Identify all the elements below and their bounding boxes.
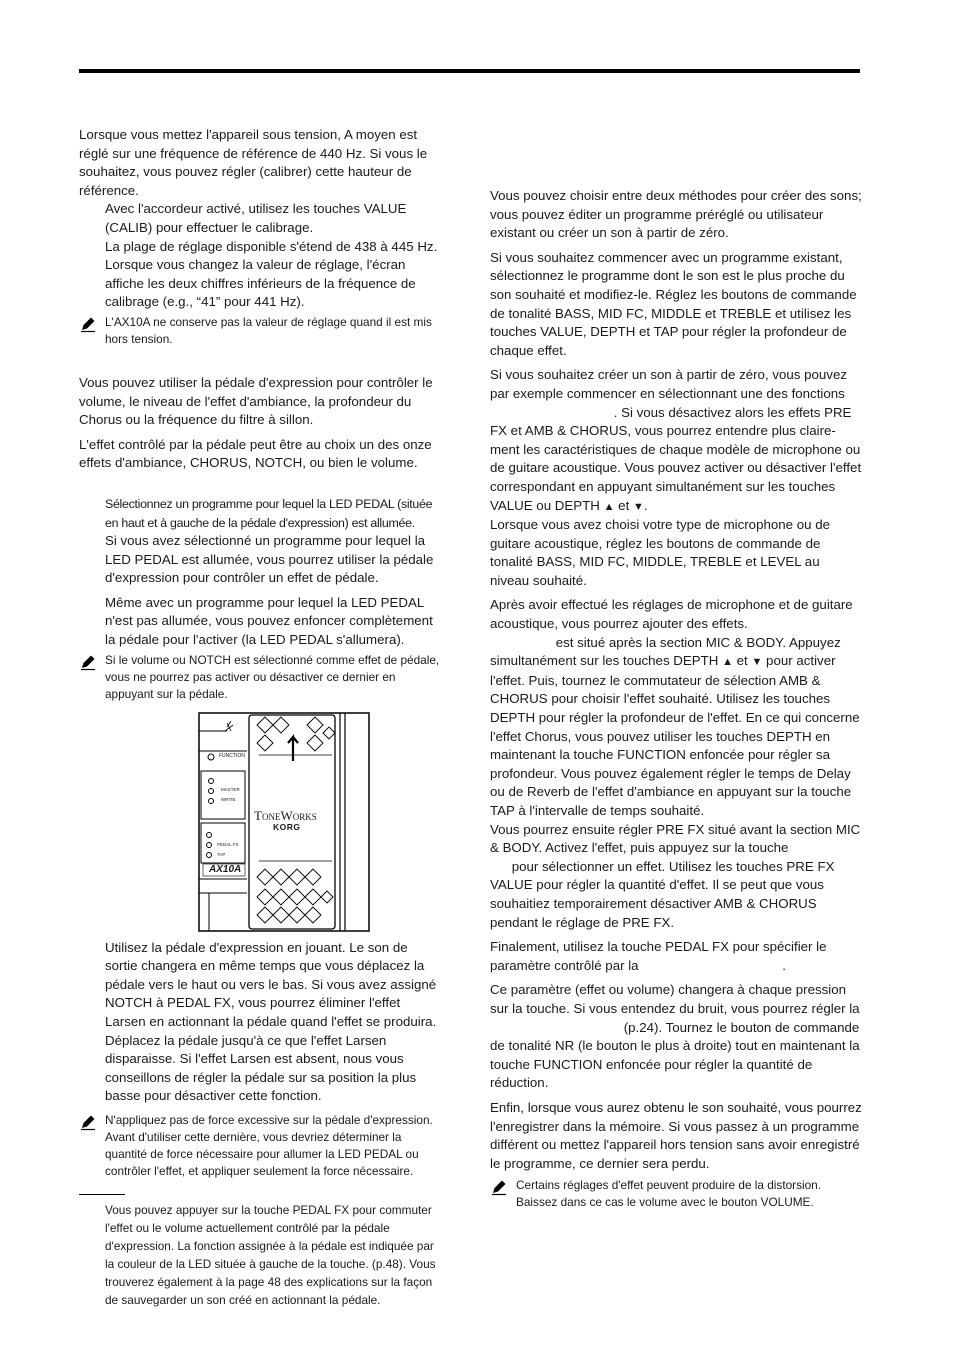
pencil-note-icon xyxy=(79,315,97,333)
pedal-intro: Vous pouvez utiliser la pédale d'expression pour contrôler le volume, le niveau de l'effet d'ambiance, la profondeur du Chorus ou la fréquence du filtre à sillon. xyxy=(79,374,433,428)
pedal-fx-tip: Vous pouvez appuyer sur la touche PEDAL FX pour commuter l'effet ou le volume actuellement contrôlé par la pédale d'expression. La fonction assignée à la pédale est indiquée par la couleur de la LED située à gauche de la touche. (p.48). Vous trouverez également à la page 48 des explications sur la façon de sauvegarder un son créé en actionnant la pédale. xyxy=(105,1203,436,1307)
amb-chorus-paragraph xyxy=(490,634,862,821)
pedal-fx-end: . xyxy=(782,957,786,973)
pedal-fx-paragraph xyxy=(490,938,862,975)
from-scratch-text-b: . Si vous désactivez alors les effets PRE FX et AMB & CHORUS, vous pourrez entendre plus claire-ment les caractéristiques de chaque modèle de microphone ou de guitare acoustique. Vous pouvez activer ou désactiver l'effet correspondant en appuyant simultanément sur les touches VALUE ou DEPTH xyxy=(490,404,862,513)
amb-chorus-text-c: pour activer l'effet. Puis, tournez le commutateur de sélection AMB & CHORUS pour choisir l'effet souhaité. Utilisez les touches DEPTH pour régler la profondeur de l'effet. En ce qui concerne l'effet Chorus, vous pouvez utiliser les touches DEPTH en maintenant la touche FUNCTION enfoncée pour régler sa profondeur. Vous pouvez également régler le temps de Delay ou de Reverb de l'effet d'ambiance en appuyant sur la touche TAP à l'intervalle de temps souhaité. xyxy=(490,653,860,818)
toneworks-logo: ToneWorks xyxy=(254,807,317,823)
from-scratch-text-c: et xyxy=(618,497,630,513)
tone-adjust-paragraph: Lorsque vous avez choisi votre type de microphone ou de guitare acoustique, réglez les boutons de commande de tonalité BASS, MID FC, MIDDLE, TREBLE et LEVEL au niveau souhaité. xyxy=(490,517,831,588)
pedal-fx-text: Finalement, utilisez la touche PEDAL FX pour spécifier le paramètre contrôlé par la xyxy=(490,939,827,973)
right-column xyxy=(490,187,862,1215)
calib-note xyxy=(79,314,441,348)
calib-step: Avec l'accordeur activé, utilisez les touches VALUE (CALIB) pour effectuer le calibrage. xyxy=(105,201,407,235)
up-triangle-icon: ▲ xyxy=(603,500,615,513)
add-effects-paragraph: Après avoir effectué les réglages de microphone et de guitare acoustique, vous pourrez ajouter des effets. xyxy=(490,597,853,632)
pencil-note-icon xyxy=(79,1113,97,1131)
down-triangle-icon: ▼ xyxy=(751,656,763,669)
calib-range: La plage de réglage disponible s'étend de 438 à 445 Hz. Lorsque vous changez la valeur de réglage, l'écran affiche les deux chiffres inférieurs de la fréquence de calibrage (e.g., “41” pour 441 Hz). xyxy=(105,238,438,310)
amb-chorus-text-a: est situé après la section MIC & BODY. Appuyez simultanément sur les touches DEPTH xyxy=(490,634,841,669)
methods-paragraph: Vous pouvez choisir entre deux méthodes pour créer des sons; vous pouvez éditer un programme préréglé ou utilisateur existant ou créer un son à partir de zéro. xyxy=(490,188,862,241)
pre-fx-paragraph-a: Vous pourrez ensuite régler PRE FX situé avant la section MIC & BODY. Activez l'effet, puis appuyez sur la touche xyxy=(490,821,861,856)
tip-rule xyxy=(79,1194,125,1195)
force-note xyxy=(79,1112,441,1180)
from-scratch-text-a: Si vous souhaitez créer un son à partir de zéro, vous pouvez par exemple commencer en sélectionnant une des fonctions xyxy=(490,367,847,401)
save-paragraph: Enfin, lorsque vous aurez obtenu le son souhaité, vous pourrez l'enregistrer dans la mémoire. Si vous passez à un programme différent ou mettez l'appareil hors tension sans avoir enregistré le programme, ce dernier sera perdu. xyxy=(490,1099,862,1171)
master-label: MASTER xyxy=(221,786,240,792)
up-triangle-icon: ▲ xyxy=(722,656,733,669)
write-label: WRITE xyxy=(221,796,236,802)
header-rule xyxy=(79,69,860,73)
distortion-note-text: Certains réglages d'effet peuvent produire de la distorsion. Baissez dans ce cas le volume avec le bouton VOLUME. xyxy=(516,1178,822,1210)
left-column xyxy=(79,126,441,1309)
tap-label: TAP xyxy=(217,851,226,857)
pedal-effects: L'effet contrôlé par la pédale peut être au choix un des onze effets d'ambiance, CHORUS, NOTCH, ou bien le volume. xyxy=(79,436,432,471)
model-logo: AX10A xyxy=(209,863,242,875)
step-1: Sélectionnez un programme pour lequel la LED PEDAL (située en haut et à gauche de la pédale d'expression) est allumée. xyxy=(105,496,433,530)
volume-note-text: Si le volume ou NOTCH est sélectionné comme effet de pédale, vous ne pourrez pas activer ou désactiver ce dernier en appuyant sur la pédale. xyxy=(105,652,440,701)
noise-paragraph xyxy=(490,981,862,1093)
korg-logo: KORG xyxy=(273,821,301,832)
noise-text-a: Ce paramètre (effet ou volume) changera à chaque pression sur la touche. Si vous entendez du bruit, vous pourrez régler la xyxy=(490,982,860,1016)
distortion-note xyxy=(490,1177,862,1211)
pre-fx-paragraph-b xyxy=(490,858,862,932)
pedal-illustration xyxy=(197,711,372,933)
noise-text-b: (p.24). Tournez le bouton de commande de tonalité NR (le bouton le plus à droite) tout en maintenant la touche FUNCTION enfoncée pour régler la quantité de réduction. xyxy=(490,1019,860,1091)
step-1-detail: Si vous avez sélectionné un programme pour lequel la LED PEDAL est allumée, vous pourrez utiliser la pédale d'expression pour contrôler un effet de pédale. xyxy=(105,533,434,586)
down-triangle-icon: ▼ xyxy=(632,500,644,513)
calib-intro: Lorsque vous mettez l'appareil sous tension, A moyen est réglé sur une fréquence de référence de 440 Hz. Si vous le souhaitez, vous pouvez régler (calibrer) cette hauteur de référence. xyxy=(79,127,428,198)
from-scratch-paragraph: Si vous souhaitez créer un son à partir de zéro, vous pouvez par exemple commencer en sélectionnant une des fonctions . Si vous désactivez alors les effets PRE FX et AMB & CHORUS, vous pourrez entendre plus claire-ment les caractéristiques de chaque modèle de microphone ou de guitare acoustique. Vous pouvez activer ou désactiver l'effet correspondant en appuyant simultanément sur les touches VALUE ou DEPTH ▲ et ▼. xyxy=(490,367,862,513)
function-label: FUNCTION xyxy=(219,752,245,759)
amb-chorus-text-b: et xyxy=(736,653,748,669)
step-1-detail-2: Même avec un programme pour lequel la LED PEDAL n'est pas allumée, vous pouvez enfoncer complètement la pédale pour l'activer (la LED PEDAL s'allumera). xyxy=(105,594,433,648)
pencil-note-icon xyxy=(490,1178,508,1196)
pedal-fx-label: PEDAL FX xyxy=(217,841,239,847)
existing-program-paragraph: Si vous souhaitez commencer avec un programme existant, sélectionnez le programme dont le son est le plus proche du son souhaité et modifiez-le. Réglez les boutons de commande de tonalité BASS, MID FC, MIDDLE et TREBLE et utilisez les touches VALUE, DEPTH et TAP pour régler la profondeur de chaque effet. xyxy=(490,249,857,358)
pre-fx-text: pour sélectionner un effet. Utilisez les touches PRE FX VALUE pour régler la quantité d'effet. Il se peut que vous souhaitiez temporairement désactiver AMB & CHORUS pendant le réglage de PRE FX. xyxy=(490,858,835,930)
step-2: Utilisez la pédale d'expression en jouant. Le son de sortie changera en même temps que vous déplacez la pédale vers le haut ou vers le bas. Si vous avez assigné NOTCH à PEDAL FX, vous pourrez éliminer l'effet Larsen en actionnant la pédale quand l'effet se produira. Déplacez la pédale jusqu'à ce que l'effet Larsen disparaisse. Si l'effet Larsen est absent, nous vous conseillons de régler la pédale sur sa position la plus basse pour désactiver cette fonction. xyxy=(105,939,437,1104)
force-note-text: N'appliquez pas de force excessive sur la pédale d'expression. Avant d'utiliser cette dernière, vous devriez déterminer la quantité de force nécessaire pour allumer la LED PEDAL ou contrôler l'effet, et appliquer seulement la force nécessaire. xyxy=(105,1113,433,1178)
volume-note xyxy=(79,652,441,703)
calib-note-text: L'AX10A ne conserve pas la valeur de réglage quand il est mis hors tension. xyxy=(105,314,432,346)
pencil-note-icon xyxy=(79,653,97,671)
